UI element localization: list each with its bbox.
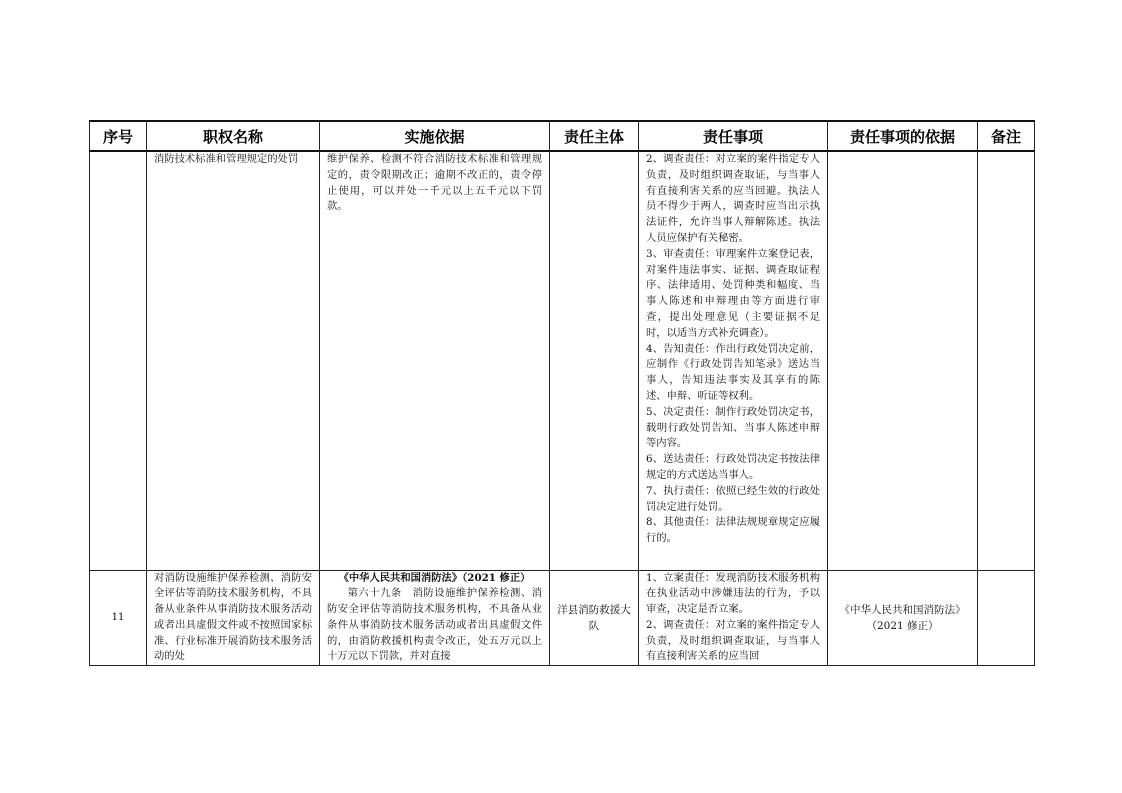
row2-basis: 第六十九条 消防设施维护保养检测、消防安全评估等消防技术服务机构，不具备从业条件从事消防技术服务活动或者出具虚假文件的，由消防救援机构责令改正，处五万元以上十万元以下罚款，并对直接 xyxy=(327,587,542,663)
header-basis: 实施依据 xyxy=(320,121,550,151)
row2-basis-title: 《中华人民共和国消防法》（2021 修正） xyxy=(338,571,531,584)
header-duty-basis: 责任事项的依据 xyxy=(828,121,978,151)
row1-name-cell xyxy=(147,151,320,570)
row1-seq xyxy=(90,151,147,570)
row2-name-cell xyxy=(147,570,320,666)
row2-subject: 洋县消防救援大队 xyxy=(557,603,631,632)
header-power-name: 职权名称 xyxy=(147,121,320,151)
row1-subject xyxy=(550,151,639,570)
row2-note xyxy=(978,570,1035,666)
row1-name: 消防技术标准和管理规定的处罚 xyxy=(154,153,299,165)
row2-name: 对消防设施维护保养检测、消防安全评估等消防技术服务机构，不具备从业条件从事消防技术服务活动或者出具虚假文件或不按照国家标准、行业标准开展消防技术服务活动的处 xyxy=(154,571,312,663)
row1-basis: 维护保养、检测不符合消防技术标准和管理规定的，责令限期改正；逾期不改正的，责令停止使用，可以并处一千元以上五千元以下罚款。 xyxy=(327,153,542,213)
row1-note xyxy=(978,151,1035,570)
header-row xyxy=(90,121,1035,151)
row2-seq-cell xyxy=(90,570,147,666)
table-row xyxy=(90,570,1035,666)
row1-duties-cell xyxy=(639,151,828,570)
row1-duty-basis xyxy=(828,151,978,570)
responsibility-table xyxy=(89,120,1035,666)
header-duties: 责任事项 xyxy=(639,121,828,151)
row2-seq: 11 xyxy=(111,611,125,623)
row2-duties: 1、立案责任：发现消防技术服务机构在执业活动中涉嫌违法的行为，予以审查，决定是否立案。 2、调查责任：对立案的案件指定专人负责，及时组织调查取证，与当事人有直接利害关系的应当回 xyxy=(646,571,820,663)
row2-duty-basis-cell xyxy=(828,570,978,666)
header-subject: 责任主体 xyxy=(550,121,639,151)
row1-basis-cell xyxy=(320,151,550,570)
row2-duties-cell xyxy=(639,570,828,666)
row2-basis-cell xyxy=(320,570,550,666)
header-seq: 序号 xyxy=(90,121,147,151)
row2-subject-cell xyxy=(550,570,639,666)
header-note: 备注 xyxy=(978,121,1035,151)
row2-duty-basis: 《中华人民共和国消防法》（2021 修正） xyxy=(839,603,966,632)
table-row xyxy=(90,151,1035,570)
row1-duties: 2、调查责任：对立案的案件指定专人负责，及时组织调查取证，与当事人有直接利害关系的应当回避。执法人员不得少于两人，调查时应当出示执法证件，允许当事人辩解陈述。执法人员应保护有关秘密。 3、审查责任：审理案件立案登记表，对案件违法事实、证据、调查取证程序、法律适用、处罚种类和幅度、当事人陈述和申辩理由等方面进行审查，提出处理意见（主要证据不足时，以适当方式补充调查）。 4、告知责任：作出行政处罚决定前，应制作《行政处罚告知笔录》送达当事人，告知违法事实及其享有的陈述、申辩、听证等权利。 5、决定责任：制作行政处罚决定书，载明行政处罚告知、当事人陈述申辩等内容。 6、送达责任：行政处罚决定书按法律规定的方式送达当事人。 7、执行责任：依照已经生效的行政处罚决定进行处罚。 8、其他责任：法律法规规章规定应履行的。 xyxy=(646,153,820,545)
